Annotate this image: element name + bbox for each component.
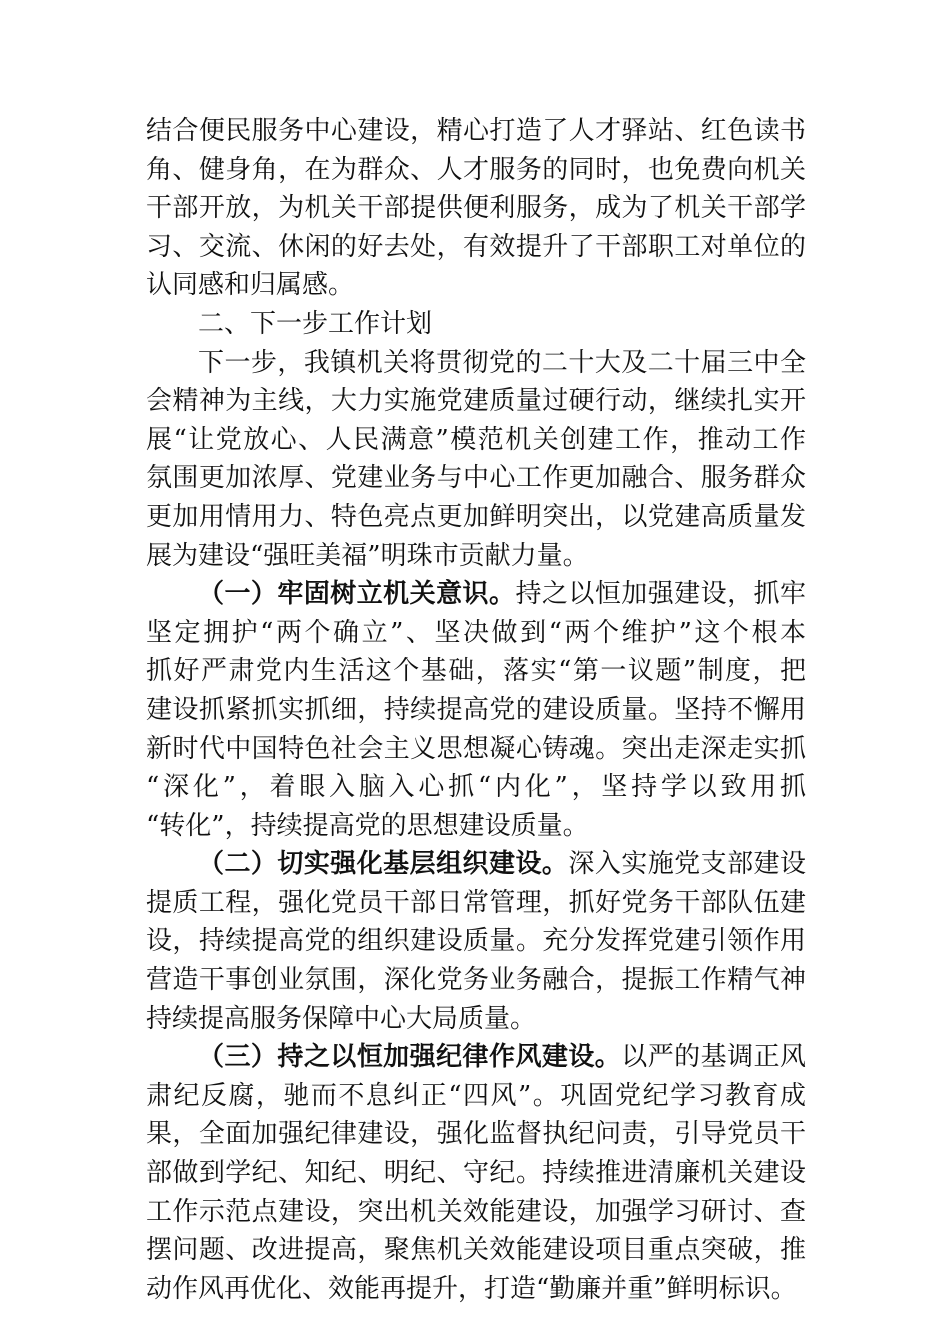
text-line: 建设抓紧抓实抓细，持续提高党的建设质量。坚持不懈用 (146, 694, 806, 725)
text-line: “转化”，持续提高党的思想建设质量。 (146, 810, 589, 841)
text-line: 结合便民服务中心建设，精心打造了人才驿站、红色读书 (146, 116, 806, 146)
item-text: 深入实施党支部建设 (568, 849, 806, 880)
text-line: 工作示范点建设，突出机关效能建设，加强学习研讨、查 (146, 1196, 806, 1227)
item-title: （二）切实强化基层组织建设。 (198, 849, 569, 880)
text-line: 习、交流、休闲的好去处，有效提升了干部职工对单位的 (146, 231, 806, 262)
text-line: 部做到学纪、知纪、明纪、守纪。持续推进清廉机关建设 (146, 1158, 806, 1189)
item-title: （三）持之以恒加强纪律作风建设。 (198, 1042, 622, 1073)
plan-item-2 (146, 845, 806, 1038)
item-text: 以严的基调正风 (621, 1042, 806, 1073)
text-line: 设，持续提高党的组织建设质量。充分发挥党建引领作用 (146, 926, 806, 957)
document-page (146, 112, 806, 1308)
text-line (146, 575, 806, 614)
text-line: 更加用情用力、特色亮点更加鲜明突出，以党建高质量发 (146, 501, 806, 532)
text-line: 下一步，我镇机关将贯彻党的二十大及二十届三中全 (198, 347, 806, 378)
paragraph-2 (146, 344, 806, 576)
text-line: 摆问题、改进提高，聚焦机关效能建设项目重点突破，推 (146, 1235, 806, 1266)
plan-item-1 (146, 575, 806, 845)
text-line: 角、健身角，在为群众、人才服务的同时，也免费向机关 (146, 154, 806, 185)
text-line: 持续提高服务保障中心大局质量。 (146, 1003, 537, 1034)
text-line: 氛围更加浓厚、党建业务与中心工作更加融合、服务群众 (146, 463, 806, 494)
text-line (146, 1038, 806, 1077)
text-line: 会精神为主线，大力实施党建质量过硬行动，继续扎实开 (146, 386, 806, 417)
text-line: 干部开放，为机关干部提供便利服务，成为了机关干部学 (146, 193, 806, 224)
text-line (146, 845, 806, 884)
text-line: 认同感和归属感。 (146, 270, 355, 301)
section-heading: 二、下一步工作计划 (198, 308, 433, 339)
text-line: 新时代中国特色社会主义思想凝心铸魂。突出走深走实抓 (146, 733, 806, 764)
text-line: 肃纪反腐，驰而不息纠正“四风”。巩固党纪学习教育成 (146, 1080, 806, 1111)
text-line: 果，全面加强纪律建设，强化监督执纪问责，引导党员干 (146, 1119, 806, 1150)
text-line: 展“让党放心、人民满意”模范机关创建工作，推动工作 (146, 424, 806, 455)
item-title: （一）牢固树立机关意识。 (198, 579, 516, 610)
plan-item-3 (146, 1038, 806, 1308)
text-line: 提质工程，强化党员干部日常管理，抓好党务干部队伍建 (146, 887, 806, 918)
text-line: 动作风再优化、效能再提升，打造“勤廉并重”鲜明标识。 (146, 1273, 797, 1304)
item-text: 持之以恒加强建设，抓牢 (515, 579, 806, 610)
text-line: 抓好严肃党内生活这个基础，落实“第一议题”制度，把 (146, 656, 806, 687)
text-line: 营造干事创业氛围，深化党务业务融合，提振工作精气神 (146, 965, 806, 996)
text-line: 坚定拥护“两个确立”、坚决做到“两个维护”这个根本 (146, 617, 806, 648)
text-line: “深化”，着眼入脑入心抓“内化”，坚持学以致用抓 (146, 772, 806, 803)
text-line: 展为建设“强旺美福”明珠市贡献力量。 (146, 540, 589, 571)
paragraph-1 (146, 112, 806, 305)
